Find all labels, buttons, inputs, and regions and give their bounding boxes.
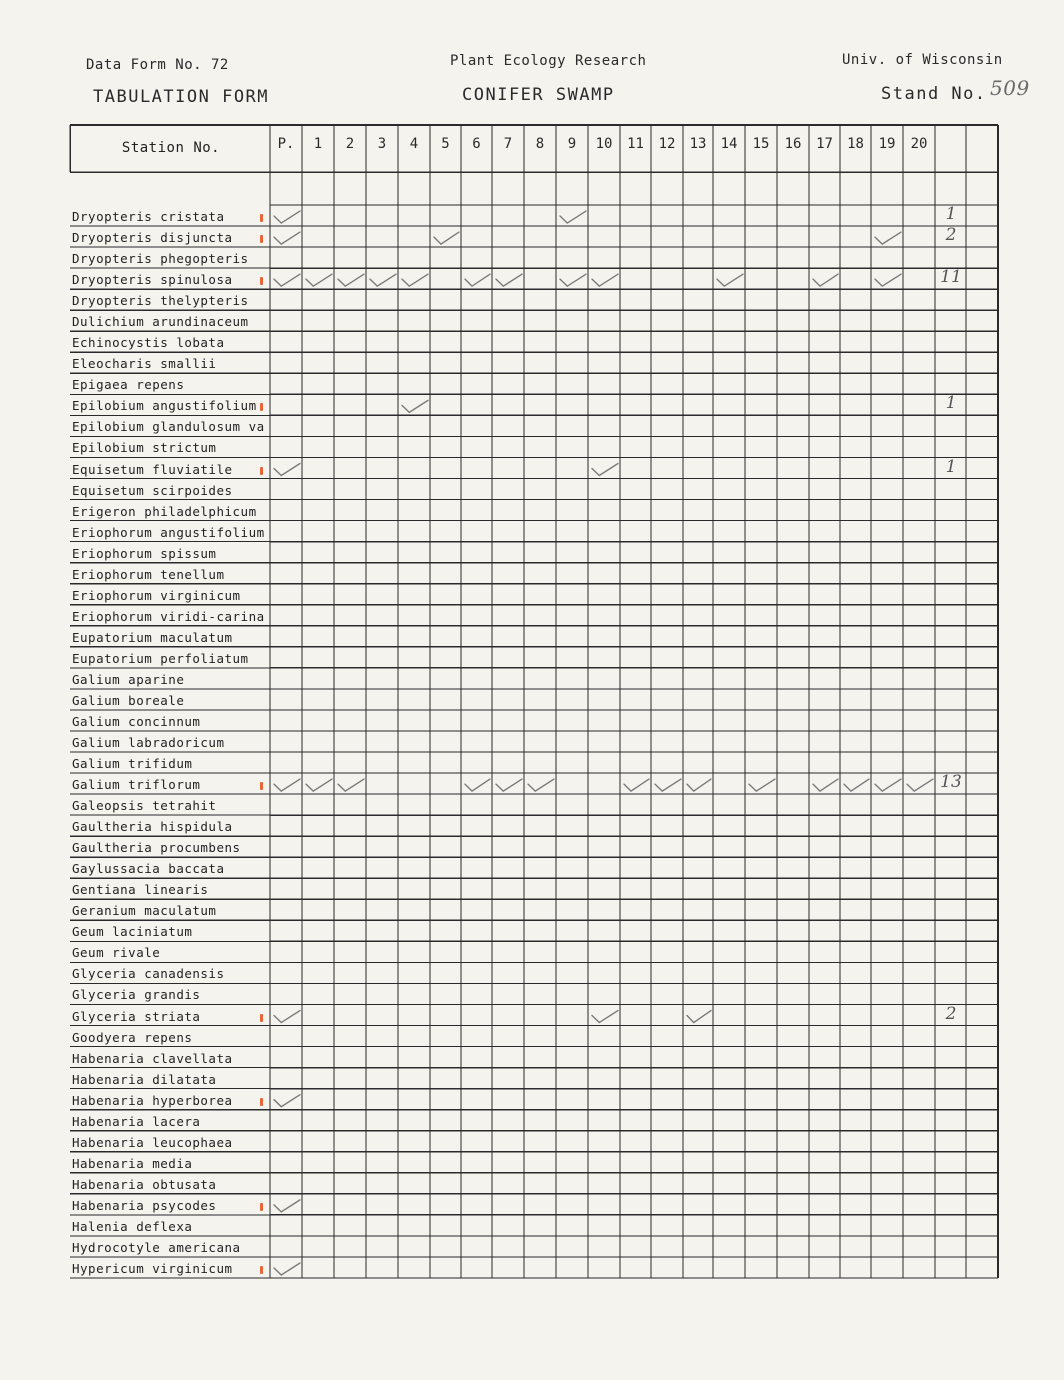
row-total: 13 xyxy=(940,772,962,793)
row-total: 2 xyxy=(945,1003,957,1024)
species-name: Galium triflorum xyxy=(72,778,201,793)
check-mark xyxy=(624,779,649,791)
column-header: 19 xyxy=(878,136,896,152)
species-name: Gentiana linearis xyxy=(72,883,209,898)
column-header: 2 xyxy=(345,136,355,152)
check-mark xyxy=(274,464,300,476)
species-name: Epilobium angustifolium xyxy=(72,399,257,414)
species-name: Habenaria obtusata xyxy=(72,1177,217,1192)
check-mark xyxy=(844,779,869,791)
species-name: Eriophorum angustifolium xyxy=(72,525,265,540)
species-name: Eriophorum tenellum xyxy=(72,567,225,582)
species-name: Habenaria dilatata xyxy=(72,1072,217,1087)
column-header: 15 xyxy=(752,136,770,152)
orange-tally-mark xyxy=(260,1098,263,1106)
species-name: Gaylussacia baccata xyxy=(72,862,225,877)
orange-tally-mark xyxy=(260,277,263,285)
check-mark xyxy=(274,1011,300,1023)
species-name: Dryopteris cristata xyxy=(72,210,225,225)
species-name: Halenia deflexa xyxy=(72,1219,193,1234)
species-name: Dryopteris thelypteris xyxy=(72,294,249,309)
orange-tally-mark xyxy=(260,1203,263,1211)
species-name: Dryopteris disjuncta xyxy=(72,231,233,246)
column-header: 18 xyxy=(847,136,864,152)
column-header: 11 xyxy=(627,136,644,152)
check-mark xyxy=(907,779,933,791)
program-name: Plant Ecology Research xyxy=(450,53,647,69)
species-name: Galium labradoricum xyxy=(72,736,225,751)
check-mark xyxy=(560,211,586,223)
stand-label: Stand No. xyxy=(881,84,987,104)
check-mark xyxy=(592,274,618,286)
check-mark xyxy=(813,274,838,286)
column-header: 7 xyxy=(503,136,513,152)
column-header: 12 xyxy=(658,136,676,152)
species-name: Eupatorium maculatum xyxy=(72,630,233,645)
orange-tally-mark xyxy=(260,1266,263,1274)
row-total: 11 xyxy=(940,267,962,288)
column-header: 5 xyxy=(441,136,450,152)
species-name: Eriophorum spissum xyxy=(72,546,217,561)
stand-number: 509 xyxy=(990,76,1030,100)
check-mark xyxy=(875,274,901,286)
column-header: 6 xyxy=(472,136,481,152)
species-name: Glyceria grandis xyxy=(72,988,201,1003)
row-total: 1 xyxy=(945,204,957,225)
check-mark xyxy=(274,211,300,223)
check-mark xyxy=(749,779,775,791)
column-header: 14 xyxy=(720,136,738,152)
check-mark xyxy=(274,232,300,244)
check-mark xyxy=(687,1011,711,1023)
row-total: 1 xyxy=(945,393,957,414)
check-mark xyxy=(592,464,618,476)
species-name: Galium aparine xyxy=(72,672,185,687)
row-total: 1 xyxy=(945,456,957,477)
species-name: Epigaea repens xyxy=(72,378,185,393)
check-mark xyxy=(338,779,364,791)
species-name: Habenaria clavellata xyxy=(72,1051,233,1066)
check-mark xyxy=(813,779,838,791)
check-mark xyxy=(528,779,554,791)
species-name: Dulichium arundinaceum xyxy=(72,315,249,330)
check-mark xyxy=(274,1095,300,1107)
species-name: Goodyera repens xyxy=(72,1030,193,1045)
check-mark xyxy=(496,779,522,791)
species-name: Habenaria media xyxy=(72,1156,193,1171)
species-name: Eriophorum viridi-carina xyxy=(72,609,265,624)
species-name: Galium concinnum xyxy=(72,714,201,729)
column-header: 1 xyxy=(313,136,323,152)
check-mark xyxy=(434,232,459,244)
species-name: Geum laciniatum xyxy=(72,925,193,940)
column-header: 16 xyxy=(784,136,802,152)
species-name: Habenaria hyperborea xyxy=(72,1093,233,1108)
species-name: Equisetum scirpoides xyxy=(72,483,233,498)
check-mark xyxy=(402,400,428,412)
column-header: 3 xyxy=(377,136,387,152)
species-name: Hypericum virginicum xyxy=(72,1262,233,1276)
check-mark xyxy=(465,274,490,286)
column-header: 10 xyxy=(595,136,613,152)
orange-tally-mark xyxy=(260,782,263,790)
species-name: Equisetum fluviatile xyxy=(72,462,233,477)
species-name: Galeopsis tetrahit xyxy=(72,799,217,814)
check-mark xyxy=(875,232,901,244)
species-name: Epilobium glandulosum va xyxy=(72,420,265,435)
form-title: TABULATION FORM xyxy=(93,87,270,107)
check-mark xyxy=(592,1011,618,1023)
check-mark xyxy=(306,274,332,286)
species-name: Habenaria lacera xyxy=(72,1114,201,1129)
row-total: 2 xyxy=(945,225,957,246)
check-mark xyxy=(402,274,428,286)
institution-name: Univ. of Wisconsin xyxy=(842,52,1003,68)
column-header: 9 xyxy=(567,136,577,152)
species-name: Eupatorium perfoliatum xyxy=(72,651,249,666)
species-name: Habenaria psycodes xyxy=(72,1198,217,1213)
orange-tally-mark xyxy=(260,467,263,475)
check-mark xyxy=(655,779,681,791)
column-header: P. xyxy=(277,136,295,152)
column-header: 17 xyxy=(816,136,833,152)
orange-tally-mark xyxy=(260,403,263,411)
column-header: 8 xyxy=(535,136,545,152)
species-name: Galium boreale xyxy=(72,693,185,708)
check-mark xyxy=(717,274,743,286)
orange-tally-mark xyxy=(260,235,263,243)
species-name: Glyceria canadensis xyxy=(72,967,225,982)
form-number: Data Form No. 72 xyxy=(86,57,229,73)
orange-tally-mark xyxy=(260,1014,263,1022)
community-title: CONIFER SWAMP xyxy=(462,85,615,105)
check-mark xyxy=(687,779,711,791)
check-mark xyxy=(370,274,396,286)
species-name: Gaultheria procumbens xyxy=(72,841,241,856)
check-mark xyxy=(274,1263,300,1275)
species-name: Gaultheria hispidula xyxy=(72,820,233,835)
orange-tally-mark xyxy=(260,214,263,222)
column-header: 20 xyxy=(910,136,928,152)
species-name: Habenaria leucophaea xyxy=(72,1135,233,1150)
column-header: 4 xyxy=(409,136,419,152)
check-mark xyxy=(274,779,300,791)
species-name: Glyceria striata xyxy=(72,1009,201,1024)
species-name: Dryopteris phegopteris xyxy=(72,252,249,267)
check-mark xyxy=(274,1200,300,1212)
species-name: Epilobium strictum xyxy=(72,441,217,456)
check-mark xyxy=(338,274,364,286)
species-name: Erigeron philadelphicum xyxy=(72,504,257,519)
species-name: Eriophorum virginicum xyxy=(72,588,241,603)
check-mark xyxy=(274,274,300,286)
species-name: Geum rivale xyxy=(72,946,161,961)
check-mark xyxy=(496,274,522,286)
check-mark xyxy=(306,779,332,791)
check-mark xyxy=(875,779,901,791)
column-header: 13 xyxy=(689,136,707,152)
species-name: Dryopteris spinulosa xyxy=(72,273,233,288)
species-name: Hydrocotyle americana xyxy=(72,1240,241,1255)
species-name: Echinocystis lobata xyxy=(72,336,225,351)
species-name: Eleocharis smallii xyxy=(72,357,217,372)
species-name: Galium trifidum xyxy=(72,757,193,772)
species-name: Geranium maculatum xyxy=(72,904,217,919)
station-number-label: Station No. xyxy=(121,141,221,155)
check-mark xyxy=(465,779,490,791)
check-mark xyxy=(560,274,586,286)
